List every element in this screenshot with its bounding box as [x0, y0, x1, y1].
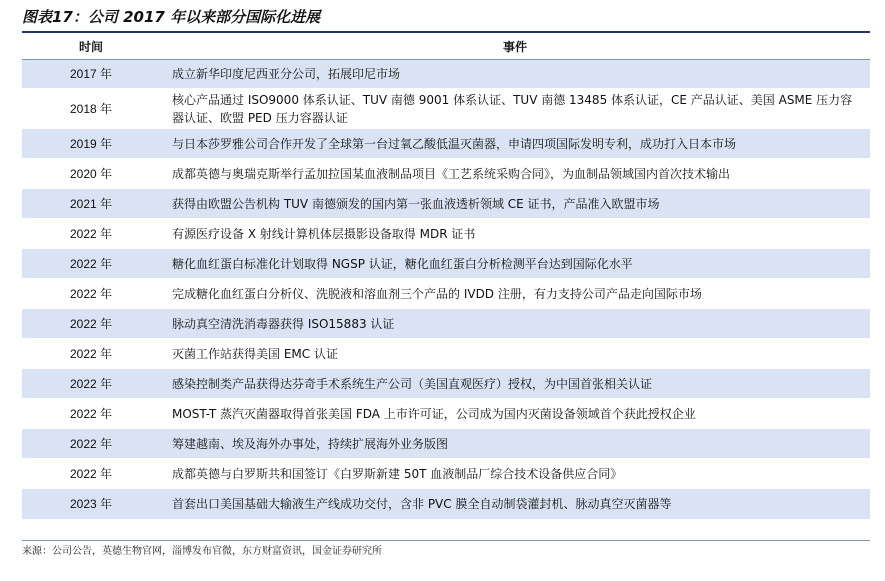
table-row: [22, 249, 870, 279]
table-row: [22, 159, 870, 189]
row-event: 有源医疗设备 X 射线计算机体层摄影设备取得 MDR 证书: [160, 219, 870, 249]
row-time: 2022 年: [22, 369, 160, 399]
table-row: [22, 309, 870, 339]
table-row: [22, 60, 870, 89]
table-row: [22, 369, 870, 399]
row-event: 成都英德与奥瑞克斯举行孟加拉国某血液制品项目《工艺系统采购合同》，为血制品领域国内首次技术输出: [160, 159, 870, 189]
row-event: 获得由欧盟公告机构 TUV 南德颁发的国内第一张血液透析领域 CE 证书，产品准入欧盟市场: [160, 189, 870, 219]
table-row: [22, 429, 870, 459]
table-row: [22, 339, 870, 369]
row-time: 2018 年: [22, 89, 160, 129]
row-time: 2020 年: [22, 159, 160, 189]
row-event: MOST-T 蒸汽灭菌器取得首张美国 FDA 上市许可证，公司成为国内灭菌设备领域首个获此授权企业: [160, 399, 870, 429]
table-row: [22, 489, 870, 519]
row-time: 2017 年: [22, 60, 160, 89]
table-row: [22, 279, 870, 309]
table-row: [22, 399, 870, 429]
row-event: 糖化血红蛋白标准化计划取得 NGSP 认证，糖化血红蛋白分析检测平台达到国际化水平: [160, 249, 870, 279]
row-event: 成都英德与白罗斯共和国签订《白罗斯新建 50T 血液制品厂综合技术设备供应合同》: [160, 459, 870, 489]
row-time: 2019 年: [22, 129, 160, 159]
row-time: 2022 年: [22, 279, 160, 309]
row-time: 2022 年: [22, 219, 160, 249]
table-row: [22, 89, 870, 129]
row-event: 与日本莎罗雅公司合作开发了全球第一台过氧乙酸低温灭菌器，申请四项国际发明专利，成功打入日本市场: [160, 129, 870, 159]
row-event: 脉动真空清洗消毒器获得 ISO15883 认证: [160, 309, 870, 339]
row-time: 2022 年: [22, 249, 160, 279]
row-event: 首套出口美国基础大输液生产线成功交付，含非 PVC 膜全自动制袋灌封机、脉动真空灭菌器等: [160, 489, 870, 519]
header-time: 时间: [22, 33, 160, 60]
row-event: 感染控制类产品获得达芬奇手术系统生产公司（美国直观医疗）授权，为中国首张相关认证: [160, 369, 870, 399]
table-header-row: [22, 33, 870, 60]
row-time: 2023 年: [22, 489, 160, 519]
row-event: 灭菌工作站获得美国 EMC 认证: [160, 339, 870, 369]
row-event: 核心产品通过 ISO9000 体系认证、TUV 南德 9001 体系认证、TUV 南德 13485 体系认证，CE 产品认证、美国 ASME 压力容器认证、欧盟 PED 压力容器认证: [160, 89, 870, 129]
row-time: 2022 年: [22, 309, 160, 339]
table-row: [22, 459, 870, 489]
table-row: [22, 219, 870, 249]
row-time: 2021 年: [22, 189, 160, 219]
table-row: [22, 189, 870, 219]
row-event: 成立新华印度尼西亚分公司，拓展印尼市场: [160, 60, 870, 89]
source-note: 来源：公司公告，英德生物官网，淄博发布官微，东方财富资讯，国金证券研究所: [22, 546, 382, 557]
row-time: 2022 年: [22, 399, 160, 429]
table-body: [22, 60, 870, 519]
row-time: 2022 年: [22, 459, 160, 489]
row-time: 2022 年: [22, 429, 160, 459]
row-event: 完成糖化血红蛋白分析仪、洗脱液和溶血剂三个产品的 IVDD 注册，有力支持公司产品走向国际市场: [160, 279, 870, 309]
bottom-rule: [22, 540, 870, 541]
figure-title: 图表17：公司 2017 年以来部分国际化进展: [22, 8, 321, 26]
row-event: 筹建越南、埃及海外办事处，持续扩展海外业务版图: [160, 429, 870, 459]
events-table: [22, 33, 870, 519]
header-event: 事件: [160, 33, 870, 60]
table-row: [22, 129, 870, 159]
row-time: 2022 年: [22, 339, 160, 369]
